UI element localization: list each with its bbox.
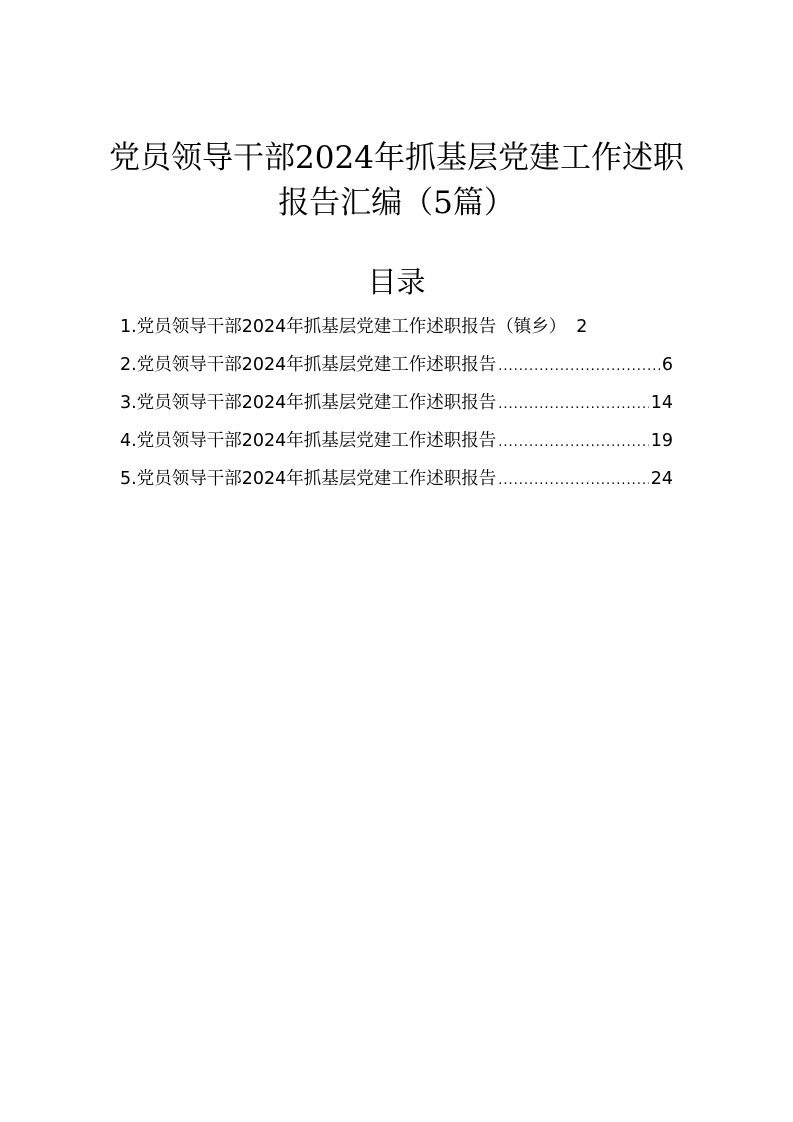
document-title-line-1: 党员领导干部2024年抓基层党建工作述职 [109, 140, 684, 176]
toc-entry-title: 5.党员领导干部2024年抓基层党建工作述职报告 [120, 469, 497, 489]
toc-entry-title: 4.党员领导干部2024年抓基层党建工作述职报告 [120, 431, 497, 451]
toc-entry-page-number: 14 [650, 393, 673, 413]
toc-entry-3[interactable] [120, 388, 673, 426]
toc-entry-leader [498, 428, 648, 458]
toc-entry-2[interactable] [120, 350, 673, 388]
toc-entry-title: 1.党员领导干部2024年抓基层党建工作述职报告（镇乡） [120, 317, 567, 337]
document-title-line-2: 报告汇编（5篇） [278, 185, 515, 221]
toc-entry-leader [498, 390, 648, 420]
toc-entry-page-number: 19 [650, 431, 673, 451]
toc-entry-title: 3.党员领导干部2024年抓基层党建工作述职报告 [120, 393, 497, 413]
toc-entry-page-number: 24 [650, 469, 673, 489]
toc-entry-page-number: 2 [576, 317, 588, 337]
toc-entry-leader [498, 352, 660, 382]
toc-entry-4[interactable] [120, 426, 673, 464]
table-of-contents [120, 312, 673, 502]
toc-entry-5[interactable] [120, 464, 673, 502]
toc-entry-page-number: 6 [661, 355, 673, 375]
toc-entry-leader [498, 466, 648, 496]
toc-entry-1[interactable] [120, 312, 673, 350]
toc-entry-title: 2.党员领导干部2024年抓基层党建工作述职报告 [120, 355, 497, 375]
toc-heading: 目录 [367, 265, 426, 299]
